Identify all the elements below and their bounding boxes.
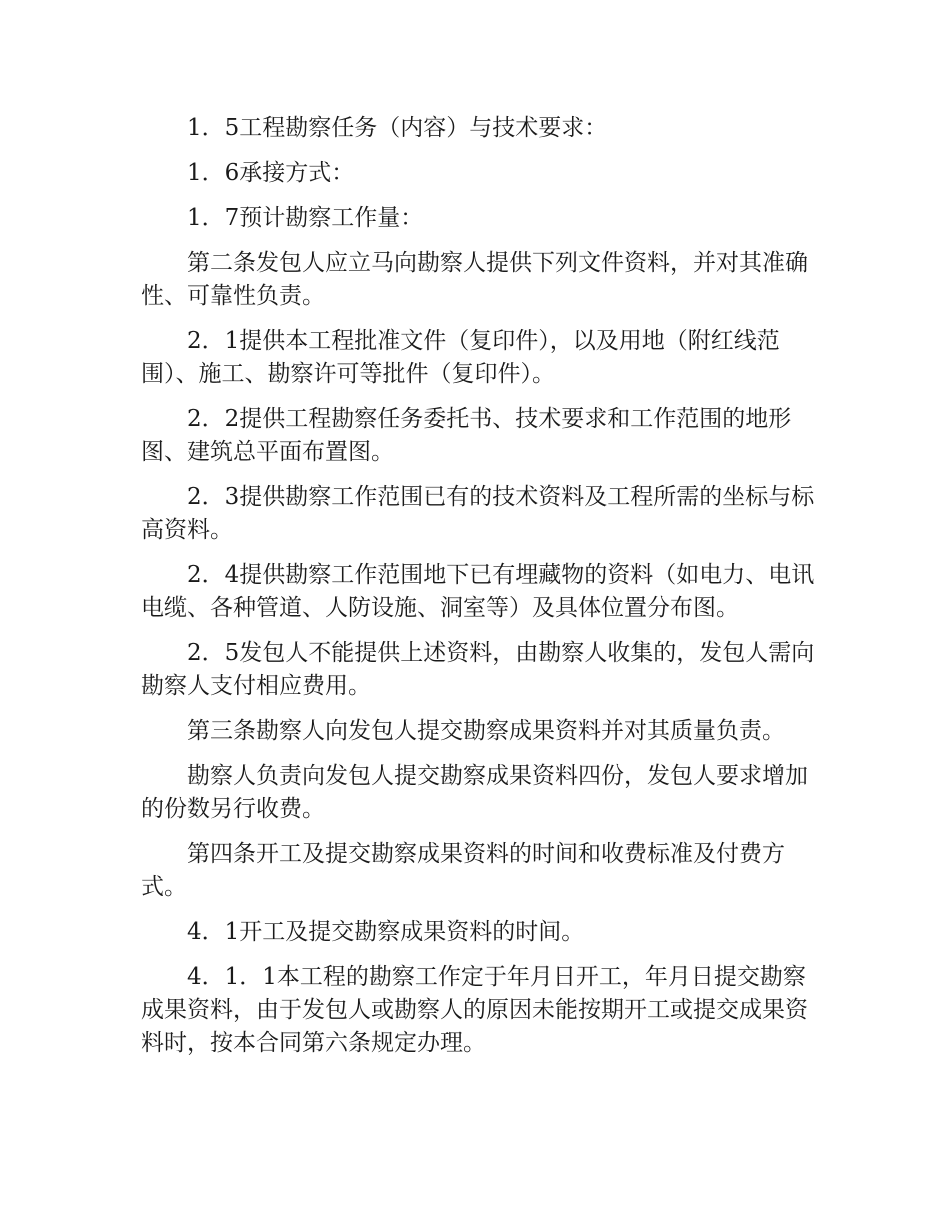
paragraph-2-2: 2．2提供工程勘察任务委托书、技术要求和工作范围的地形图、建筑总平面布置图。 <box>141 406 792 465</box>
document-body <box>141 112 821 1072</box>
paragraph-4-1-1: 4．1．1本工程的勘察工作定于年月日开工，年月日提交勘察成果资料，由于发包人或勘察人的原因未能按期开工或提交成果资料时，按本合同第六条规定办理。 <box>141 964 808 1056</box>
paragraph-article-2: 第二条发包人应立马向勘察人提供下列文件资料，并对其准确性、可靠性负责。 <box>141 250 808 309</box>
paragraph-2-3: 2．3提供勘察工作范围已有的技术资料及工程所需的坐标与标高资料。 <box>141 484 815 543</box>
paragraph-article-4: 第四条开工及提交勘察成果资料的时间和收费标准及付费方式。 <box>141 841 785 900</box>
paragraph-1-5: 1．5工程勘察任务（内容）与技术要求： <box>187 115 608 141</box>
paragraph-article-3: 第三条勘察人向发包人提交勘察成果资料并对其质量负责。 <box>187 718 785 744</box>
paragraph-2-4: 2．4提供勘察工作范围地下已有埋藏物的资料（如电力、电讯电缆、各种管道、人防设施、洞室等）及具体位置分布图。 <box>141 562 815 621</box>
paragraph-2-5: 2．5发包人不能提供上述资料，由勘察人收集的，发包人需向勘察人支付相应费用。 <box>141 640 815 699</box>
paragraph-1-6: 1．6承接方式： <box>187 160 355 186</box>
paragraph-1-7: 1．7预计勘察工作量： <box>187 205 424 231</box>
paragraph-article-3-detail: 勘察人负责向发包人提交勘察成果资料四份，发包人要求增加的份数另行收费。 <box>141 763 808 822</box>
paragraph-4-1: 4．1开工及提交勘察成果资料的时间。 <box>187 919 585 945</box>
paragraph-2-1: 2．1提供本工程批准文件（复印件），以及用地（附红线范围）、施工、勘察许可等批件（复印件）。 <box>141 328 780 387</box>
